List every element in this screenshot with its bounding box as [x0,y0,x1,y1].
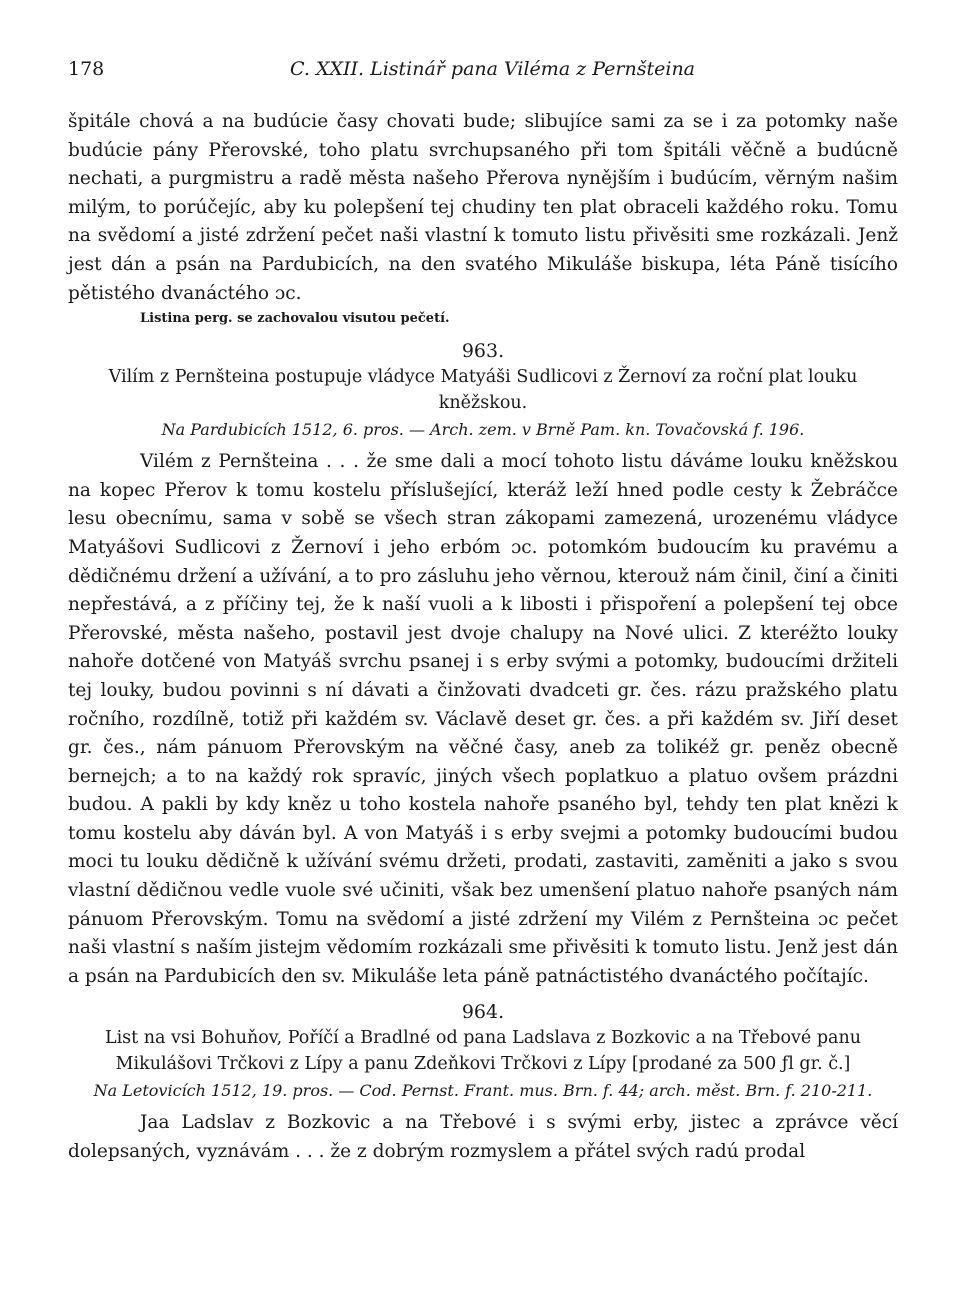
doc964-regest: List na vsi Bohuňov, Poříčí a Bradlné od pana Ladslava z Bozkovic a na Třebové panu Mikulášovi Trčkovi z Lípy a panu Zdeňkovi Trčkovi z Lípy [prodané za 500 ƒl gr. č.] [104,1028,862,1075]
doc962-note: Listina perg. se zachovalou visutou pečetí. [140,311,450,327]
chapter-title: C. XXII. Listinář pana Viléma z Pernšteina [290,58,696,80]
doc964-text: Jaa Ladslav z Bozkovic a na Třebové i s svými erby, jistec a zprávce věcí dolepsaných, vyznávám . . . že z dobrým rozmyslem a přátel svých radú prodal [68,1112,898,1163]
doc963-number: 963. [461,340,505,363]
running-header [68,58,898,88]
doc963-text: Vilém z Pernšteina . . . že sme dali a mocí tohoto listu dáváme louku kněžskou na kopec Přerov k tomu kostelu příslušející, kteráž leží hned podle cesty k Žebráčce lesu obecnímu, sama v sobě se všech stran zákopami zamezená, urozenému vládyce Matyášovi Sudlicovi z Žernoví i jeho erbóm ɔc. potomkóm budoucím ku pravému a dědičnému držení a užívání, a to pro zásluhu jeho věrnou, kterouž nám činil, činí a činiti nepřestává, a z příčiny tej, že k naší vuoli a k libosti i přispoření a polepšení tej obce Přerovské, města našeho, postavil jest dvoje chalupy na Nové ulici. Z kteréžto louky nahoře dotčené von Matyáš svrchu psanej i s erby svými a potomky, budoucími držiteli tej louky, budou povinni s ní dávati a činžovati dvadceti gr. čes. rázu pražského platu ročního, rozdílně, totiž při každém sv. Václavě deset gr. čes. a při každém sv. Jiří deset gr. čes., nám pánuom Přerovským na věčné časy, aneb za tolikéž gr. peněz obecně bernejch; a to na každý rok spravíc, jiných všech poplatkuo a platuo ovšem prázdni budou. A pakli by kdy kněz u toho kostela nahoře psaného byl, tehdy ten plat knězi k tomu kostelu aby dáván byl. A von Matyáš i s erby svejmi a potomky budoucími budou moci tu louku dědičně k užívání svému držeti, prodati, zastaviti, zaměniti a jako s svou vlastní dědičnou vedle vuole své učiniti, však bez umenšení platuo nahoře psaných nám pánuom Přerovským. Tomu na svědomí a jisté zdržení my Vilém z Pernšteina ɔc pečet naši vlastní s naším jistejm vědomím rozkázali sme přivěsiti k tomuto listu. Jenž jest dán a psán na Pardubicích den sv. Mikuláše leta páně patnáctistého dvanáctého počítajíc. [68,451,898,987]
page-body [68,108,898,1167]
doc963-source: Na Pardubicích 1512, 6. pros. — Arch. zem. v Brně Pam. kn. Tovačovská f. 196. [161,420,805,440]
doc963-regest: Vilím z Pernšteina postupuje vládyce Matyáši Sudlicovi z Žernoví za roční plat louku kněžskou. [108,367,858,414]
doc964-number: 964. [461,1001,505,1024]
doc964-source: Na Letovicích 1512, 19. pros. — Cod. Pernst. Frant. mus. Brn. f. 44; arch. měst. Brn. f. 210-211. [93,1081,873,1101]
page-number: 178 [68,58,105,80]
doc962-continuation: špitále chová a na budúcie časy chovati bude; slibujíce sami za se i za potomky naše budúcie pány Přerovské, toho platu svrchupsaného při tom špitáli věčně a budúcně nechati, a purgmistru a radě města našeho Přerova nynějším i budúcím, věrným našim milým, to porúčejíc, aby ku polepšení tej chudiny ten plat obraceli každého roku. Tomu na svědomí a jisté zdržení pečet naši vlastní k tomuto listu přivěsiti sme rozkázali. Jenž jest dán a psán na Pardubicích, na den svatého Mikuláše biskupa, léta Páně tisícího pětistého dvanáctého ɔc. [68,111,898,304]
